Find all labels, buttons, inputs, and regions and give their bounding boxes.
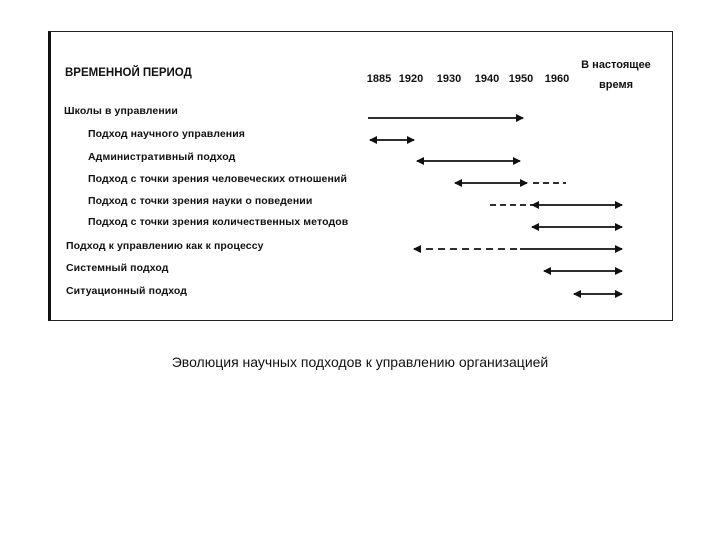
row-label-situational-approach: Ситуационный подход bbox=[66, 285, 188, 297]
row-label-process-approach: Подход к управлению как к процессу bbox=[66, 240, 264, 252]
year-1950: 1950 bbox=[508, 73, 534, 85]
year-1960: 1960 bbox=[544, 73, 570, 85]
year-1885: 1885 bbox=[366, 73, 392, 85]
row-label-schools: Школы в управлении bbox=[64, 105, 178, 117]
row-label-administrative: Административный подход bbox=[88, 151, 236, 163]
present-line-1: В настоящее bbox=[581, 59, 651, 71]
year-1940: 1940 bbox=[474, 73, 500, 85]
row-label-behavioral-science: Подход с точки зрения науки о поведении bbox=[88, 195, 313, 207]
row-label-scientific-management: Подход научного управления bbox=[88, 128, 246, 140]
row-label-systems-approach: Системный подход bbox=[66, 262, 169, 274]
row-label-human-relations: Подход с точки зрения человеческих отношений bbox=[88, 173, 348, 185]
year-1920: 1920 bbox=[398, 73, 424, 85]
time-period-header: ВРЕМЕННОЙ ПЕРИОД bbox=[65, 67, 192, 79]
year-1930: 1930 bbox=[436, 73, 462, 85]
figure-caption: Эволюция научных подходов к управлению организацией bbox=[171, 354, 549, 370]
row-label-quantitative-methods: Подход с точки зрения количественных методов bbox=[88, 216, 349, 228]
present-line-2: время bbox=[598, 79, 633, 91]
